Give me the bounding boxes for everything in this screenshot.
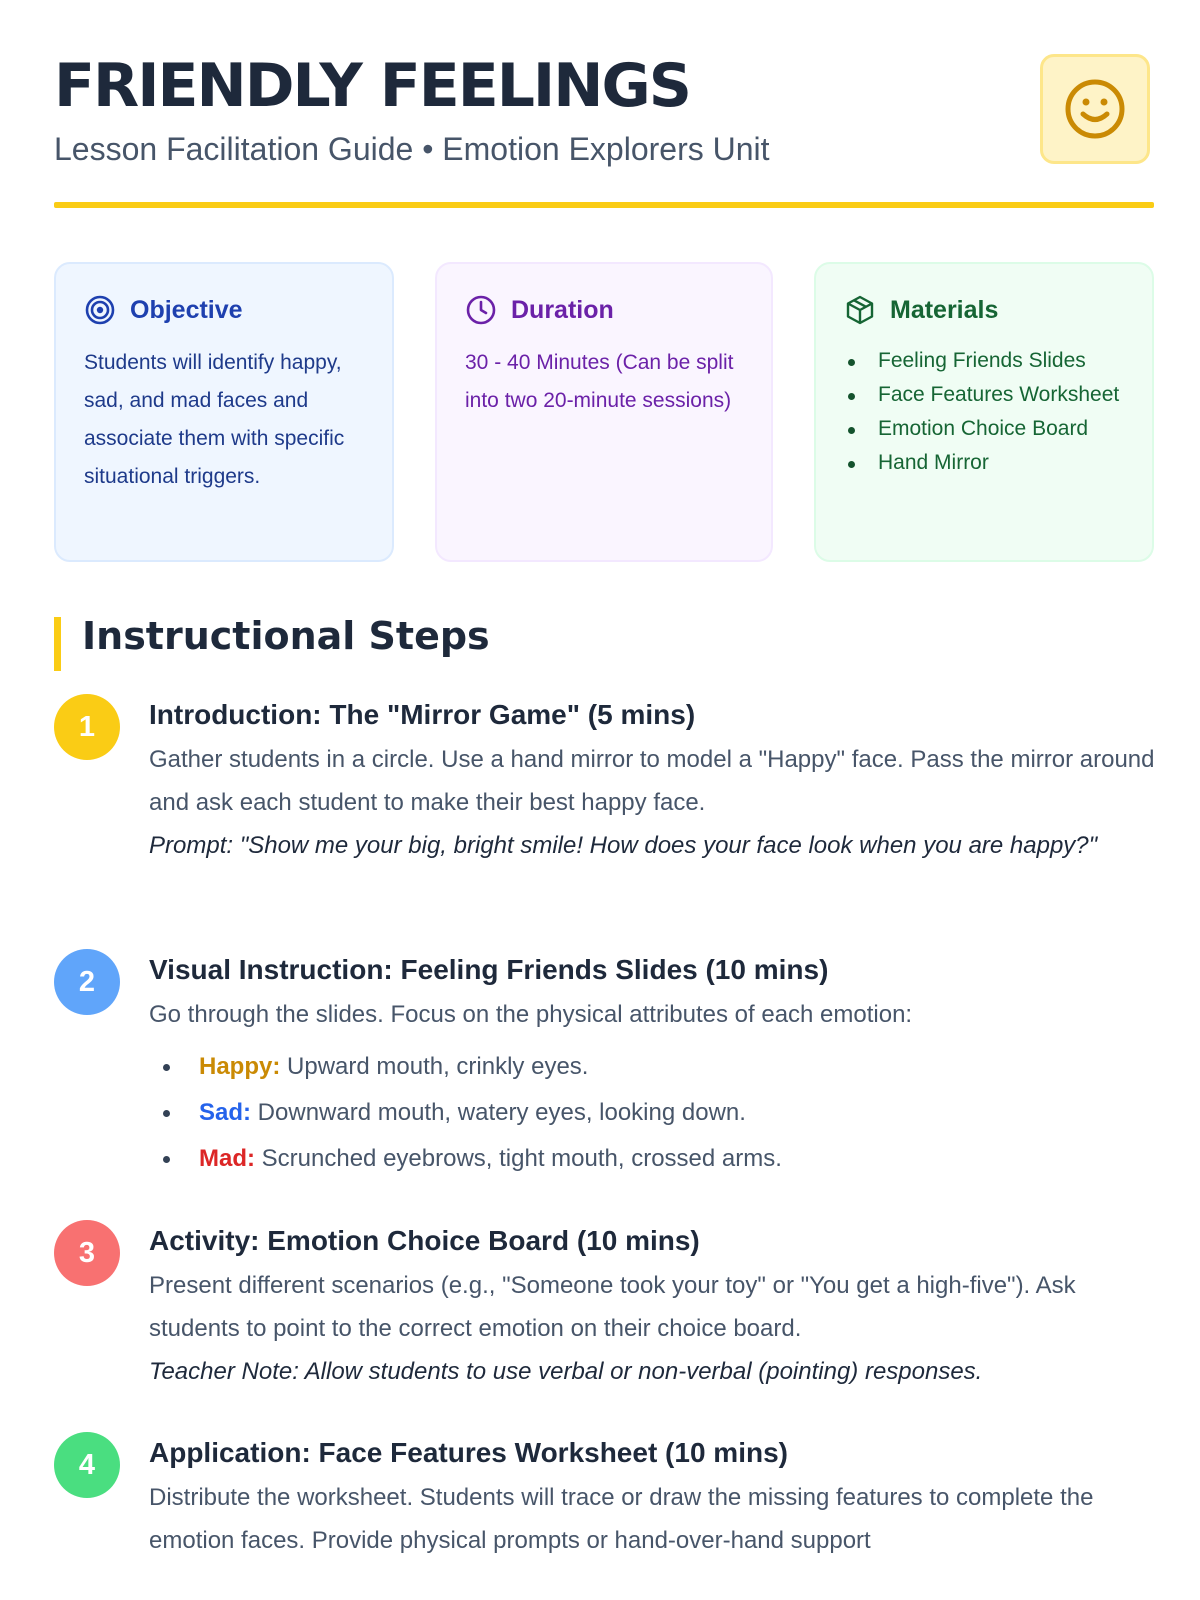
duration-text: 30 - 40 Minutes (Can be split into two 20-minute sessions) (465, 351, 734, 412)
header (54, 51, 1154, 168)
emotion-list (149, 1044, 1159, 1182)
clock-icon (465, 294, 497, 326)
duration-heading-row (465, 294, 743, 326)
step-title: Introduction: The "Mirror Game" (5 mins) (149, 699, 696, 730)
materials-heading-row (844, 294, 1124, 326)
step-prompt: Prompt: "Show me your big, bright smile! How does your face look when you are happy?" (149, 832, 1098, 859)
emotion-label-sad: Sad: (199, 1099, 252, 1126)
step-teacher-note: Teacher Note: Allow students to use verbal or non-verbal (pointing) responses. (149, 1358, 983, 1385)
materials-heading: Materials (890, 295, 999, 324)
section-title: Instructional Steps (82, 614, 490, 658)
objective-card (54, 262, 394, 562)
step-number-badge: 4 (54, 1432, 120, 1498)
objective-heading-row (84, 294, 364, 326)
header-divider (54, 202, 1154, 208)
step-text: Go through the slides. Focus on the physical attributes of each emotion: (149, 1001, 913, 1028)
duration-card (435, 262, 773, 562)
materials-card (814, 262, 1154, 562)
page-subtitle: Lesson Facilitation Guide • Emotion Explorers Unit (54, 131, 770, 167)
step-title: Application: Face Features Worksheet (10 mins) (149, 1437, 788, 1468)
emotion-desc: Downward mouth, watery eyes, looking down. (251, 1099, 746, 1126)
emotion-label-happy: Happy: (199, 1053, 281, 1080)
step-number-badge: 2 (54, 949, 120, 1015)
target-icon (84, 294, 116, 326)
objective-text: Students will identify happy, sad, and mad faces and associate them with specific situational triggers. (84, 351, 345, 488)
logo-badge (1040, 54, 1150, 164)
step-number-badge: 1 (54, 694, 120, 760)
emotion-desc: Upward mouth, crinkly eyes. (280, 1053, 589, 1080)
emotion-desc: Scrunched eyebrows, tight mouth, crossed arms. (255, 1145, 782, 1172)
page-title: FRIENDLY FEELINGS (54, 51, 690, 121)
emotion-item-happy (149, 1044, 1159, 1090)
step-text: Distribute the worksheet. Students will trace or draw the missing features to complete the emotion faces. Provide physical prompts or hand-over-hand support (149, 1484, 1094, 1554)
section-accent-bar (54, 617, 61, 671)
step-content (149, 1432, 1159, 1562)
emotion-item-sad (149, 1090, 1159, 1136)
emotion-label-mad: Mad: (199, 1145, 255, 1172)
step-content (149, 1220, 1159, 1393)
box-icon (844, 294, 876, 326)
step-text: Present different scenarios (e.g., "Someone took your toy" or "You get a high-five"). Ask students to point to the correct emotion on their choice board. (149, 1272, 1076, 1342)
smiley-face-icon (1063, 77, 1127, 141)
materials-item: Feeling Friends Slides (844, 344, 1124, 378)
step-content (149, 694, 1159, 867)
objective-heading: Objective (130, 295, 243, 324)
step-title: Visual Instruction: Feeling Friends Slides (10 mins) (149, 954, 829, 985)
emotion-item-mad (149, 1136, 1159, 1182)
materials-item: Emotion Choice Board (844, 412, 1124, 446)
materials-item: Face Features Worksheet (844, 378, 1124, 412)
duration-heading: Duration (511, 295, 614, 324)
materials-list (844, 344, 1124, 480)
materials-item: Hand Mirror (844, 446, 1124, 480)
step-title: Activity: Emotion Choice Board (10 mins) (149, 1225, 700, 1256)
step-content (149, 949, 1159, 1182)
step-number-badge: 3 (54, 1220, 120, 1286)
step-text: Gather students in a circle. Use a hand mirror to model a "Happy" face. Pass the mirror around and ask each student to make their best happy face. (149, 746, 1155, 816)
